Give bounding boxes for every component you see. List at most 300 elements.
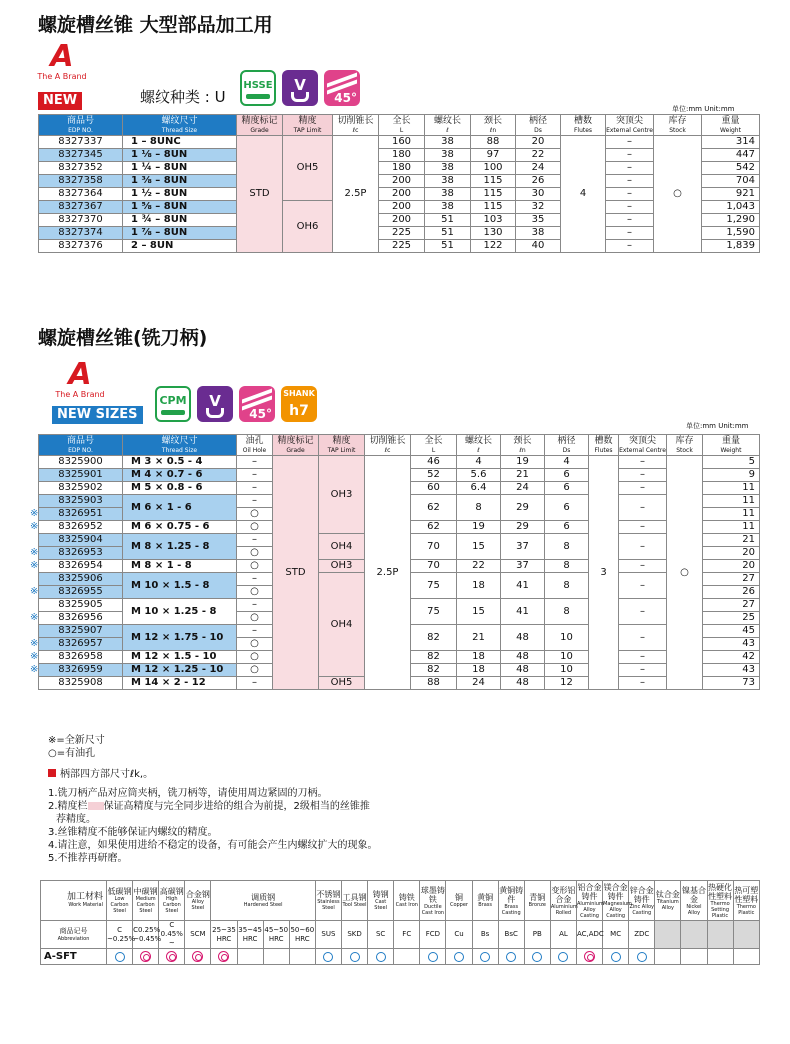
material-name-cell: 工具钢 Tool Steel bbox=[341, 881, 367, 921]
overall-length-cell: 160 bbox=[379, 136, 425, 149]
header-weight: 重量 Weight bbox=[702, 115, 760, 136]
tap-limit-cell: OH4 bbox=[319, 573, 365, 677]
new-size-marker: ※ bbox=[30, 507, 39, 519]
brand-name: The A Brand bbox=[37, 72, 87, 81]
weight-cell: 704 bbox=[702, 175, 760, 188]
edp-cell: 8327367 bbox=[39, 201, 123, 214]
feature-icons bbox=[155, 386, 317, 422]
external-centre-cell: – bbox=[619, 560, 667, 573]
product-code-cell: A-SFT bbox=[41, 949, 107, 965]
thread-size-cell: M 6 × 0.75 - 6 bbox=[123, 521, 237, 534]
legend-new-size: ※=全新尺寸 bbox=[48, 735, 105, 746]
header-ds: 柄径 Ds bbox=[516, 115, 561, 136]
table-row bbox=[39, 175, 760, 188]
thread-length-cell: 38 bbox=[425, 136, 471, 149]
suitability-cell bbox=[237, 949, 263, 965]
neck-length-cell: 103 bbox=[471, 214, 516, 227]
suitable-circle-icon bbox=[558, 952, 568, 962]
abbreviation-cell: 50~60 HRC bbox=[289, 921, 315, 949]
header-size: 螺纹尺寸 Thread Size bbox=[123, 115, 237, 136]
external-centre-cell: – bbox=[619, 599, 667, 625]
edp-cell: 8326953 bbox=[39, 547, 123, 560]
edp-cell: 8326959 bbox=[39, 664, 123, 677]
header-lc: 切削锥长 ℓc bbox=[365, 435, 411, 456]
thread-size-cell: 1 ⅝ – 8UN bbox=[123, 201, 237, 214]
neck-length-cell: 21 bbox=[501, 469, 545, 482]
suitability-cell bbox=[315, 949, 341, 965]
oil-hole-cell: ○ bbox=[237, 508, 273, 521]
thread-length-cell: 24 bbox=[457, 677, 501, 690]
external-centre-cell: – bbox=[606, 149, 654, 162]
external-centre-cell: – bbox=[619, 651, 667, 664]
oil-hole-cell: ○ bbox=[237, 521, 273, 534]
weight-cell: 43 bbox=[703, 638, 760, 651]
neck-length-cell: 19 bbox=[501, 456, 545, 469]
suitability-cell bbox=[472, 949, 498, 965]
new-size-marker: ※ bbox=[30, 663, 39, 675]
thread-size-cell: 1 ⅜ – 8UN bbox=[123, 175, 237, 188]
v-coating-icon: V bbox=[282, 70, 318, 106]
stock-cell: ○ bbox=[667, 456, 703, 690]
neck-length-cell: 115 bbox=[471, 188, 516, 201]
thread-length-cell: 18 bbox=[457, 573, 501, 599]
suitability-cell bbox=[576, 949, 602, 965]
oil-hole-cell: ○ bbox=[237, 638, 273, 651]
abbreviation-cell: 45~50 HRC bbox=[263, 921, 289, 949]
suitable-circle-icon bbox=[506, 952, 516, 962]
section-title-milling-shank: 螺旋槽丝锥(铣刀柄) bbox=[38, 327, 208, 349]
thread-length-cell: 38 bbox=[425, 149, 471, 162]
thread-size-cell: M 14 × 2 - 12 bbox=[123, 677, 237, 690]
shank-diameter-cell: 35 bbox=[516, 214, 561, 227]
suitability-cell bbox=[133, 949, 159, 965]
weight-cell: 21 bbox=[703, 534, 760, 547]
overall-length-cell: 200 bbox=[379, 175, 425, 188]
oil-hole-cell: – bbox=[237, 625, 273, 638]
spec-table-milling-shank bbox=[38, 434, 760, 690]
abbreviation-cell: SUS bbox=[315, 921, 341, 949]
suitability-cell bbox=[107, 949, 133, 965]
weight-cell: 314 bbox=[702, 136, 760, 149]
brand-logo bbox=[40, 357, 120, 400]
neck-length-cell: 37 bbox=[501, 534, 545, 560]
header-edp: 商品号 EDP NO. bbox=[39, 115, 123, 136]
shank-diameter-cell: 10 bbox=[545, 651, 589, 664]
thread-size-cell: M 8 × 1.25 - 8 bbox=[123, 534, 237, 560]
suitable-circle-icon bbox=[611, 952, 621, 962]
weight-cell: 447 bbox=[702, 149, 760, 162]
tap-limit-cell: OH5 bbox=[283, 136, 333, 201]
overall-length-cell: 180 bbox=[379, 149, 425, 162]
suitable-circle-icon bbox=[350, 952, 360, 962]
overall-length-cell: 200 bbox=[379, 201, 425, 214]
external-centre-cell: – bbox=[606, 227, 654, 240]
abbreviation-cell: C 0.45% ~ bbox=[160, 921, 183, 947]
material-name-cell: 热硬化性塑料 Thermo Setting Plastic bbox=[708, 882, 733, 919]
tap-limit-cell: OH3 bbox=[319, 456, 365, 534]
edp-cell: 8327345 bbox=[39, 149, 123, 162]
external-centre-cell: – bbox=[619, 521, 667, 534]
abbreviation-cell: SCM bbox=[185, 921, 211, 949]
edp-cell: 8325908 bbox=[39, 677, 123, 690]
thread-length-cell: 21 bbox=[457, 625, 501, 651]
new-size-marker: ※ bbox=[30, 650, 39, 662]
brand-letter: A bbox=[68, 357, 92, 392]
overall-length-cell: 180 bbox=[379, 162, 425, 175]
weight-cell: 43 bbox=[703, 664, 760, 677]
header-l: 螺纹长 ℓ bbox=[457, 435, 501, 456]
abbreviation-cell bbox=[681, 921, 707, 949]
unit-note: 单位:mm Unit:mm bbox=[686, 422, 749, 430]
table-row bbox=[39, 456, 760, 469]
table-row bbox=[39, 240, 760, 253]
note-2-cont: 荐精度。 bbox=[56, 814, 96, 825]
edp-cell: 8325900 bbox=[39, 456, 123, 469]
shank-diameter-cell: 8 bbox=[545, 599, 589, 625]
suitability-cell bbox=[420, 949, 446, 965]
note-3: 3.丝锥精度不能够保证内螺纹的精度。 bbox=[48, 827, 218, 838]
header-L: 全长 L bbox=[379, 115, 425, 136]
abbreviation-cell: AC,ADC bbox=[576, 921, 602, 949]
external-centre-cell: – bbox=[606, 201, 654, 214]
neck-length-cell: 29 bbox=[501, 495, 545, 521]
thread-length-cell: 38 bbox=[425, 175, 471, 188]
new-size-marker: ※ bbox=[30, 637, 39, 649]
neck-length-cell: 37 bbox=[501, 560, 545, 573]
oil-hole-cell: – bbox=[237, 534, 273, 547]
weight-cell: 9 bbox=[703, 469, 760, 482]
table-row bbox=[39, 201, 760, 214]
overall-length-cell: 46 bbox=[411, 456, 457, 469]
tap-limit-cell: OH4 bbox=[319, 534, 365, 560]
shank-diameter-cell: 6 bbox=[545, 469, 589, 482]
abbreviation-cell: PB bbox=[524, 921, 550, 949]
suitability-cell bbox=[394, 949, 420, 965]
external-centre-cell: – bbox=[619, 625, 667, 651]
thread-size-cell: M 8 × 1 - 8 bbox=[123, 560, 237, 573]
new-sizes-badge: NEW SIZES bbox=[52, 406, 143, 424]
thread-length-cell: 5.6 bbox=[457, 469, 501, 482]
thread-size-cell: M 10 × 1.25 - 8 bbox=[123, 599, 237, 625]
header-ec: 突顶尖 External Centre bbox=[606, 116, 653, 134]
oil-hole-cell: – bbox=[237, 677, 273, 690]
material-hardened-steel: 调质钢 Hardened Steel bbox=[211, 881, 315, 921]
material-name-cell: 钛合金 Titanium Alloy bbox=[655, 881, 681, 921]
header-ds: 柄径 Ds bbox=[545, 435, 589, 456]
oil-hole-cell: ○ bbox=[237, 651, 273, 664]
thread-length-cell: 18 bbox=[457, 664, 501, 677]
weight-cell: 1,290 bbox=[702, 214, 760, 227]
suitable-circle-icon bbox=[532, 952, 542, 962]
edp-cell: 8327337 bbox=[39, 136, 123, 149]
stock-cell: ○ bbox=[654, 136, 702, 253]
notes bbox=[48, 768, 748, 865]
external-centre-cell: – bbox=[619, 482, 667, 495]
table-header-row bbox=[39, 115, 760, 136]
abbreviation-cell: Bs bbox=[472, 921, 498, 949]
weight-cell: 25 bbox=[703, 612, 760, 625]
overall-length-cell: 62 bbox=[411, 495, 457, 521]
weight-cell: 26 bbox=[703, 586, 760, 599]
external-centre-cell: – bbox=[619, 664, 667, 677]
edp-cell: 8327376 bbox=[39, 240, 123, 253]
thread-length-cell: 51 bbox=[425, 240, 471, 253]
suitable-circle-icon bbox=[376, 952, 386, 962]
weight-cell: 1,590 bbox=[702, 227, 760, 240]
tap-limit-cell: OH3 bbox=[319, 560, 365, 573]
abbreviation-cell: C ~0.25% bbox=[107, 921, 133, 949]
thread-size-cell: M 12 × 1.75 - 10 bbox=[123, 625, 237, 651]
suitable-circle-icon bbox=[323, 952, 333, 962]
thread-length-cell: 6.4 bbox=[457, 482, 501, 495]
edp-cell: 8325906 bbox=[39, 573, 123, 586]
flutes-cell: 4 bbox=[561, 136, 606, 253]
edp-cell: 8326957 bbox=[39, 638, 123, 651]
shank-diameter-cell: 10 bbox=[545, 625, 589, 651]
material-name-cell: 锌合金铸件 Zinc Alloy Casting bbox=[629, 881, 655, 921]
shank-diameter-cell: 6 bbox=[545, 482, 589, 495]
overall-length-cell: 225 bbox=[379, 240, 425, 253]
oil-hole-cell: – bbox=[237, 573, 273, 586]
thread-size-cell: 1 ½ – 8UN bbox=[123, 188, 237, 201]
edp-cell: 8327374 bbox=[39, 227, 123, 240]
shank-diameter-cell: 32 bbox=[516, 201, 561, 214]
neck-length-cell: 48 bbox=[501, 664, 545, 677]
edp-cell: 8326958 bbox=[39, 651, 123, 664]
shank-diameter-cell: 4 bbox=[545, 456, 589, 469]
thread-size-cell: M 4 × 0.7 - 6 bbox=[123, 469, 237, 482]
weight-cell: 27 bbox=[703, 573, 760, 586]
material-name-cell: 不锈钢 Stainless Steel bbox=[315, 881, 341, 921]
shank-diameter-cell: 8 bbox=[545, 534, 589, 560]
section-title-large-parts: 螺旋槽丝锥 大型部品加工用 bbox=[38, 14, 273, 36]
material-name-cell: 青铜 Bronze bbox=[524, 881, 550, 921]
table-row bbox=[39, 227, 760, 240]
thread-size-cell: M 5 × 0.8 - 6 bbox=[123, 482, 237, 495]
material-name-cell: 铜 Copper bbox=[446, 881, 472, 921]
edp-cell: 8327352 bbox=[39, 162, 123, 175]
suitability-cell bbox=[263, 949, 289, 965]
spec-table-large-parts bbox=[38, 114, 760, 253]
shank-diameter-cell: 6 bbox=[545, 495, 589, 521]
brand-logo bbox=[22, 39, 102, 82]
new-size-marker: ※ bbox=[30, 546, 39, 558]
overall-length-cell: 62 bbox=[411, 521, 457, 534]
new-size-marker: ※ bbox=[30, 520, 39, 532]
thread-length-cell: 18 bbox=[457, 651, 501, 664]
edp-cell: 8326952 bbox=[39, 521, 123, 534]
oil-hole-cell: – bbox=[237, 469, 273, 482]
external-centre-cell: – bbox=[619, 456, 667, 469]
external-centre-cell: – bbox=[619, 573, 667, 599]
header-l: 螺纹长 ℓ bbox=[425, 115, 471, 136]
weight-cell: 5 bbox=[703, 456, 760, 469]
external-centre-cell: – bbox=[606, 214, 654, 227]
weight-cell: 20 bbox=[703, 547, 760, 560]
abbreviation-header: 商品记号 Abbreviation bbox=[41, 921, 107, 949]
external-centre-cell: – bbox=[606, 136, 654, 149]
table-row bbox=[39, 188, 760, 201]
header-flutes: 槽数 Flutes bbox=[561, 115, 606, 136]
header-oil-hole: 油孔 Oil Hole bbox=[237, 435, 273, 456]
external-centre-cell: – bbox=[606, 240, 654, 253]
abbreviation-cell: FCD bbox=[420, 921, 446, 949]
suitability-cell bbox=[603, 949, 629, 965]
shank-diameter-cell: 38 bbox=[516, 227, 561, 240]
abbreviation-cell: FC bbox=[394, 921, 420, 949]
optimal-double-circle-icon bbox=[218, 951, 229, 962]
spiral-45-icon: 45° bbox=[324, 70, 360, 106]
oil-hole-cell: ○ bbox=[237, 664, 273, 677]
suitability-row bbox=[41, 949, 760, 965]
header-size: 螺纹尺寸 Thread Size bbox=[123, 435, 237, 456]
weight-cell: 73 bbox=[703, 677, 760, 690]
header-limit: 精度 TAP Limit bbox=[283, 115, 333, 136]
legend-oil-hole: ○=有油孔 bbox=[48, 748, 96, 759]
neck-length-cell: 48 bbox=[501, 677, 545, 690]
flutes-cell: 3 bbox=[589, 456, 619, 690]
overall-length-cell: 70 bbox=[411, 534, 457, 560]
abbreviation-cell bbox=[733, 921, 759, 949]
shank-diameter-cell: 20 bbox=[516, 136, 561, 149]
v-coating-icon: V bbox=[197, 386, 233, 422]
external-centre-cell: – bbox=[606, 188, 654, 201]
abbreviation-cell bbox=[707, 921, 733, 949]
material-name-cell: 高碳钢 High Carbon Steel bbox=[159, 881, 185, 921]
weight-cell: 11 bbox=[703, 521, 760, 534]
thread-length-cell: 38 bbox=[425, 188, 471, 201]
header-ln: 颈长 ℓn bbox=[471, 115, 516, 136]
shank-diameter-cell: 22 bbox=[516, 149, 561, 162]
shank-diameter-cell: 30 bbox=[516, 188, 561, 201]
new-size-marker: ※ bbox=[30, 585, 39, 597]
note-2: 2.精度栏 保证高精度与完全同步进给的组合为前提，2级相当的丝锥推 bbox=[48, 801, 370, 812]
overall-length-cell: 200 bbox=[379, 214, 425, 227]
suitable-circle-icon bbox=[428, 952, 438, 962]
suitable-circle-icon bbox=[480, 952, 490, 962]
neck-length-cell: 100 bbox=[471, 162, 516, 175]
abbreviation-row bbox=[41, 921, 760, 949]
material-name-cell: 中碳钢 Medium Carbon Steel bbox=[133, 881, 159, 921]
suitability-cell bbox=[289, 949, 315, 965]
pink-highlight bbox=[88, 802, 104, 810]
thread-size-cell: 1 ¾ – 8UN bbox=[123, 214, 237, 227]
shank-diameter-cell: 26 bbox=[516, 175, 561, 188]
material-name-cell: 铝合金铸件 Aluminium Alloy Casting bbox=[576, 882, 604, 919]
header-edp: 商品号 EDP NO. bbox=[39, 435, 123, 456]
material-name-cell: 低碳钢 Low Carbon Steel bbox=[107, 881, 133, 921]
suitability-cell bbox=[550, 949, 576, 965]
thread-size-cell: 2 – 8UN bbox=[123, 240, 237, 253]
edp-cell: 8325905 bbox=[39, 599, 123, 612]
neck-length-cell: 130 bbox=[471, 227, 516, 240]
edp-cell: 8327370 bbox=[39, 214, 123, 227]
oil-hole-cell: – bbox=[237, 456, 273, 469]
suitability-cell bbox=[159, 949, 185, 965]
weight-cell: 27 bbox=[703, 599, 760, 612]
table-body bbox=[39, 456, 760, 690]
neck-length-cell: 41 bbox=[501, 573, 545, 599]
abbreviation-cell: C0.25% ~0.45% bbox=[133, 921, 159, 949]
suitable-circle-icon bbox=[115, 952, 125, 962]
note-4: 4.请注意，如果使用进给不稳定的设备，有可能会产生内螺纹扩大的现象。 bbox=[48, 840, 378, 851]
chamfer-cell: 2.5P bbox=[333, 136, 379, 253]
optimal-double-circle-icon bbox=[192, 951, 203, 962]
weight-cell: 11 bbox=[703, 482, 760, 495]
cpm-icon: CPM bbox=[155, 386, 191, 422]
neck-length-cell: 97 bbox=[471, 149, 516, 162]
oil-hole-cell: ○ bbox=[237, 547, 273, 560]
abbreviation-cell: ZDC bbox=[629, 921, 655, 949]
note-1: 1.铣刀柄产品对应筒夹柄，铣刀柄等，请使用周边紧固的刀柄。 bbox=[48, 788, 328, 799]
material-name-cell: 铸钢 Cast Steel bbox=[368, 881, 394, 921]
thread-size-cell: M 10 × 1.5 - 8 bbox=[123, 573, 237, 599]
thread-size-cell: M 12 × 1.5 - 10 bbox=[123, 651, 237, 664]
abbreviation-cell: SC bbox=[368, 921, 394, 949]
suitability-cell bbox=[655, 949, 681, 965]
neck-length-cell: 115 bbox=[471, 175, 516, 188]
abbreviation-cell: AL bbox=[550, 921, 576, 949]
edp-cell: 8325902 bbox=[39, 482, 123, 495]
thread-length-cell: 15 bbox=[457, 534, 501, 560]
header-L: 全长 L bbox=[411, 435, 457, 456]
weight-cell: 542 bbox=[702, 162, 760, 175]
material-name-cell: 黄铜铸件 Brass Casting bbox=[498, 881, 524, 921]
material-name-cell: 合金钢 Alloy Steel bbox=[185, 881, 211, 921]
chamfer-cell: 2.5P bbox=[365, 456, 411, 690]
suitability-cell bbox=[446, 949, 472, 965]
thread-length-cell: 8 bbox=[457, 495, 501, 521]
grade-cell: STD bbox=[273, 456, 319, 690]
thread-length-cell: 22 bbox=[457, 560, 501, 573]
abbreviation-cell: 25~35 HRC bbox=[211, 921, 237, 949]
neck-length-cell: 29 bbox=[501, 521, 545, 534]
suitability-cell bbox=[524, 949, 550, 965]
edp-cell: 8325904 bbox=[39, 534, 123, 547]
neck-length-cell: 24 bbox=[501, 482, 545, 495]
unit-note: 单位:mm Unit:mm bbox=[672, 105, 735, 113]
material-name-cell: 镁合金铸件 Magnesium Alloy Casting bbox=[603, 882, 632, 919]
overall-length-cell: 82 bbox=[411, 625, 457, 651]
external-centre-cell: – bbox=[619, 677, 667, 690]
weight-cell: 11 bbox=[703, 508, 760, 521]
brand-name: The A Brand bbox=[55, 390, 105, 399]
suitable-circle-icon bbox=[637, 952, 647, 962]
thread-size-cell: 1 ⅞ – 8UN bbox=[123, 227, 237, 240]
hsse-icon: HSSE bbox=[240, 70, 276, 106]
brand-letter: A bbox=[50, 39, 74, 74]
header-stock: 库存 Stock bbox=[667, 435, 703, 456]
new-size-marker: ※ bbox=[30, 611, 39, 623]
table-row bbox=[39, 214, 760, 227]
header-grade: 精度标记 Grade bbox=[237, 115, 283, 136]
weight-cell: 20 bbox=[703, 560, 760, 573]
suitability-cell bbox=[629, 949, 655, 965]
shank-h7-icon: SHANK h7 bbox=[281, 386, 317, 422]
table-header-row bbox=[39, 435, 760, 456]
overall-length-cell: 200 bbox=[379, 188, 425, 201]
edp-cell: 8327358 bbox=[39, 175, 123, 188]
thread-length-cell: 15 bbox=[457, 599, 501, 625]
neck-length-cell: 48 bbox=[501, 625, 545, 651]
thread-size-cell: M 6 × 1 - 6 bbox=[123, 495, 237, 521]
oil-hole-cell: ○ bbox=[237, 586, 273, 599]
header-ec: 突顶尖 External Centre bbox=[619, 436, 666, 454]
abbreviation-cell: BsC bbox=[498, 921, 524, 949]
thread-size-cell: 1 ¼ – 8UN bbox=[123, 162, 237, 175]
shank-diameter-cell: 8 bbox=[545, 573, 589, 599]
suitability-cell bbox=[368, 949, 394, 965]
